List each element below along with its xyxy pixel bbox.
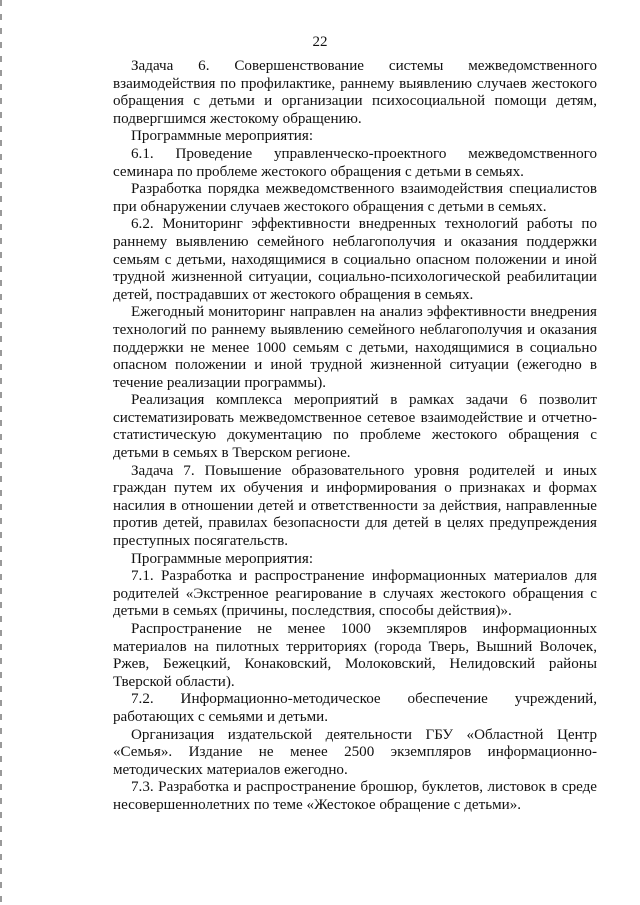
paragraph-program-activities-heading: Программные мероприятия: — [131, 128, 314, 145]
paragraph-6-1-detail: Разработка порядка межведомственного взаимодействия специалистов при обнаружении случаев жестокого обращения с детьми в семьях. — [113, 181, 597, 215]
paragraph-6-2: 6.2. Мониторинг эффективности внедренных технологий работы по раннему выявлению семейного неблагополучия и оказания поддержки семьям с детьми, находящимися в социально опасном положении и иной трудной жизненной ситуации, социально-психологической реабилитации детей, пострадавших от жестокого обращения в семьях. — [113, 216, 597, 303]
paragraph-program-activities-heading-2: Программные мероприятия: — [131, 550, 314, 567]
paragraph-6-2-detail: Ежегодный мониторинг направлен на анализ эффективности внедрения технологий по раннему выявлению семейного неблагополучия и оказания поддержки не менее 1000 семьям с детьми, находящимися в социально опасном положении и иной трудной жизненной ситуации (ежегодно в течение реализации программы). — [113, 304, 597, 391]
paragraph-7-1: 7.1. Разработка и распространение информационных материалов для родителей «Экстренное реагирование в случаях жестокого обращения с детьми в семьях (причины, последствия, способы действия)». — [113, 568, 597, 620]
paragraph-7-2: 7.2. Информационно-методическое обеспечение учреждений, работающих с семьями и детьми. — [113, 691, 597, 725]
paragraph-7-3: 7.3. Разработка и распространение брошюр, буклетов, листовок в среде несовершеннолетних по теме «Жестокое обращение с детьми». — [113, 779, 597, 813]
paragraph-6-1: 6.1. Проведение управленческо-проектного межведомственного семинара по проблеме жестокого обращения с детьми в семьях. — [113, 145, 597, 180]
page-number: 22 — [312, 34, 328, 50]
scan-left-edge — [0, 0, 2, 905]
paragraph-task-6-result: Реализация комплекса мероприятий в рамках задачи 6 позволит систематизировать межведомственное сетевое взаимодействие и отчетно-статистическую документацию по проблеме жестокого обращения с детьми в семьях в Тверском регионе. — [113, 392, 597, 462]
paragraph-task-7: Задача 7. Повышение образовательного уровня родителей и иных граждан путем их обучения и информирования о признаках и формах насилия в отношении детей и ответственности за действия, направленные против детей, правилах безопасности для детей в целях предупреждения преступных посягательств. — [113, 462, 597, 550]
paragraph-task-6: Задача 6. Совершенствование системы межведомственного взаимодействия по профилактике, раннему выявлению случаев жестокого обращения с детьми и организации психосоциальной помощи детям, подвергшимся жестокому обращению. — [113, 58, 597, 127]
document-body — [113, 58, 597, 815]
paragraph-7-2-detail: Организация издательской деятельности ГБУ «Областной Центр «Семья». Издание не менее 2500 экземпляров информационно-методических материалов ежегодно. — [113, 726, 597, 778]
paragraph-7-1-detail: Распространение не менее 1000 экземпляров информационных материалов на пилотных территориях (города Тверь, Вышний Волочек, Ржев, Бежецкий, Конаковский, Молоковский, Нелидовский районы Тверской области). — [113, 621, 597, 690]
